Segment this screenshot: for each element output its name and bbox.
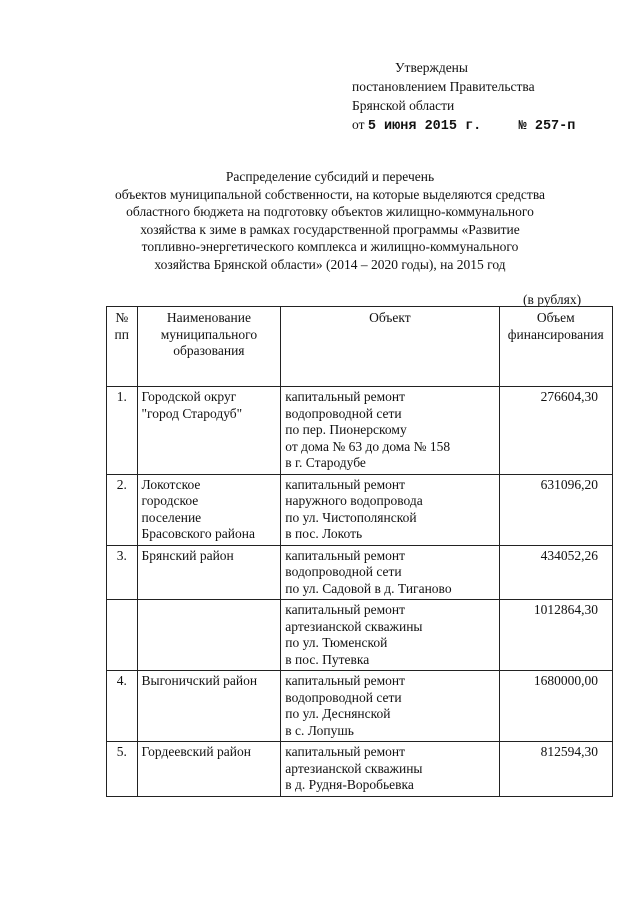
row-amount: 434052,26 [499, 545, 612, 600]
row-object [281, 387, 499, 475]
object-line: капитальный ремонт [285, 547, 406, 563]
row-municipality [137, 387, 281, 475]
object-line: капитальный ремонт [285, 389, 406, 404]
object-line: водопроводной сети [285, 564, 402, 579]
approval-date-line [352, 115, 575, 136]
row-object [281, 600, 499, 671]
object-line: артезианской скважины [285, 618, 423, 634]
table-row [107, 545, 613, 600]
approval-date-prefix: от [352, 117, 365, 132]
table-row [107, 742, 613, 797]
units-label: (в рублях) [523, 292, 582, 307]
object-line: по ул. Чистополянской [285, 509, 417, 525]
row-municipality [137, 671, 281, 742]
row-object [281, 671, 499, 742]
row-municipality [137, 742, 281, 797]
table-row [107, 671, 613, 742]
approval-line-approved: Утверждены [395, 60, 468, 75]
object-line: в г. Стародубе [285, 455, 366, 470]
row-number: 4. [107, 671, 138, 742]
object-line: наружного водопровода [285, 493, 423, 508]
title-line: объектов муниципальной собственности, на которые выделяются средства [114, 186, 546, 202]
municipality-line: Брянский район [141, 547, 234, 563]
object-line: по ул. Деснянской [285, 706, 391, 721]
document-title [100, 168, 560, 273]
approval-block [352, 58, 575, 136]
row-amount: 812594,30 [499, 742, 612, 797]
row-number: 2. [107, 474, 138, 545]
object-line: капитальный ремонт [285, 673, 406, 688]
header-object: Объект [281, 307, 499, 387]
approval-line-decree: постановлением Правительства [352, 79, 535, 94]
object-line: водопроводной сети [285, 405, 402, 421]
object-line: артезианской скважины [285, 760, 423, 776]
row-amount: 1680000,00 [499, 671, 612, 742]
object-line: в пос. Локоть [285, 526, 363, 541]
object-line: по ул. Тюменской [285, 635, 388, 650]
title-line: Распределение субсидий и перечень [225, 169, 435, 184]
header-amount: Объем финансирования [499, 307, 612, 387]
approval-date: 5 июня 2015 г. [367, 119, 482, 134]
row-object [281, 742, 499, 797]
table-row [107, 600, 613, 671]
row-municipality [137, 474, 281, 545]
row-amount: 631096,20 [499, 474, 612, 545]
municipality-line: Локотское [141, 476, 201, 492]
municipality-line: Брасовского района [141, 526, 255, 541]
object-line: по пер. Пионерскому [285, 422, 407, 437]
row-object [281, 545, 499, 600]
title-line: хозяйства Брянской области» (2014 – 2020 годы), на 2015 год [154, 256, 506, 272]
row-number [107, 600, 138, 671]
header-num: № пп [107, 307, 138, 387]
object-line: от дома № 63 до дома № 158 [285, 438, 451, 454]
row-number: 5. [107, 742, 138, 797]
municipality-line: Гордеевский район [141, 744, 251, 759]
object-line: в с. Лопушь [285, 722, 354, 738]
row-amount: 1012864,30 [499, 600, 612, 671]
object-line: в пос. Путевка [285, 651, 370, 667]
object-line: в д. Рудня-Воробьевка [285, 777, 414, 792]
approval-line-region: Брянской области [352, 98, 455, 113]
title-line: хозяйства к зиме в рамках государственной программы «Развитие [140, 221, 520, 237]
municipality-line: Городской округ [141, 389, 237, 404]
row-number: 3. [107, 545, 138, 600]
approval-number: № 257-п [518, 119, 576, 134]
table-body [107, 387, 613, 797]
row-object [281, 474, 499, 545]
header-name: Наименование муниципального образования [137, 307, 281, 387]
municipality-line: Выгоничский район [141, 673, 258, 688]
title-line: областного бюджета на подготовку объектов жилищно-коммунального [126, 204, 534, 219]
row-municipality [137, 545, 281, 600]
subsidy-table [106, 306, 613, 797]
row-municipality [137, 600, 281, 671]
object-line: водопроводной сети [285, 689, 402, 705]
object-line: капитальный ремонт [285, 602, 406, 617]
row-amount: 276604,30 [499, 387, 612, 475]
table-row [107, 474, 613, 545]
object-line: по ул. Садовой в д. Тиганово [285, 580, 452, 596]
table-row [107, 387, 613, 475]
municipality-line: "город Стародуб" [141, 405, 243, 421]
object-line: капитальный ремонт [285, 476, 406, 492]
title-line: топливно-энергетического комплекса и жилищно-коммунального [141, 239, 519, 254]
municipality-line: городское [141, 493, 199, 508]
table-header-row [107, 307, 613, 387]
municipality-line: поселение [141, 509, 202, 525]
row-number: 1. [107, 387, 138, 475]
object-line: капитальный ремонт [285, 744, 406, 759]
